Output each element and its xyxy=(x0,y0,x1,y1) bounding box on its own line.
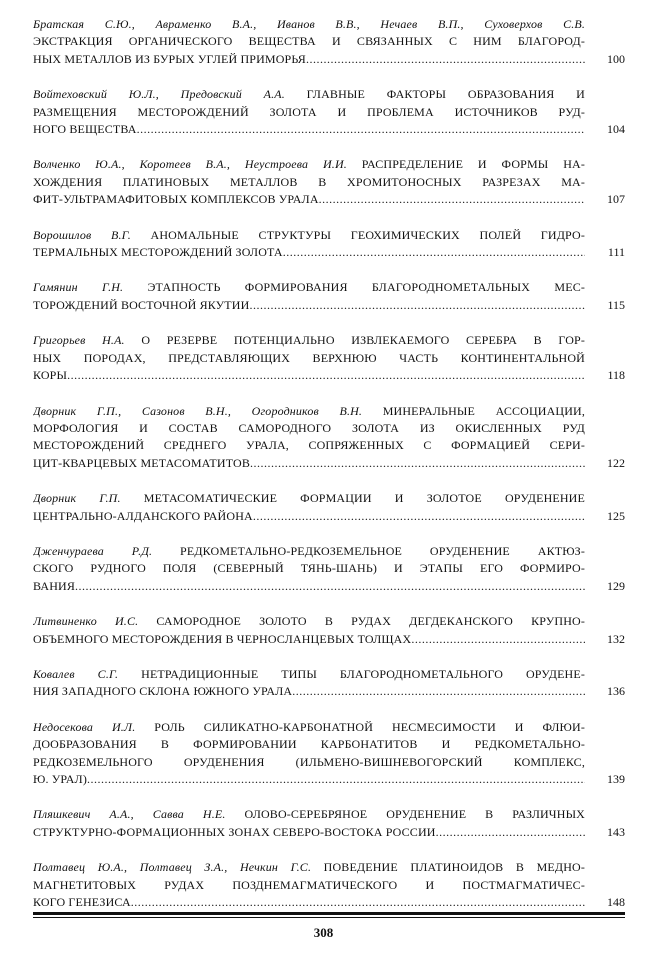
toc-line xyxy=(33,877,585,894)
toc-entry-text xyxy=(33,86,585,138)
entry-title: СКОГО РУДНОГО ПОЛЯ (СЕВЕРНЫЙ ТЯНЬ-ШАНЬ) И ЭТАПЫ ЕГО ФОРМИРО- xyxy=(33,561,585,576)
toc-line xyxy=(33,437,585,454)
entry-authors: Пляшкевич А.А., Савва Н.Е. xyxy=(33,807,226,822)
toc-line xyxy=(33,736,585,753)
toc-line xyxy=(33,859,585,876)
entry-page-number: 136 xyxy=(607,684,625,699)
dot-leader xyxy=(253,508,585,525)
toc-line xyxy=(33,613,585,630)
toc-entry-text xyxy=(33,543,585,595)
entry-title: КОГО ГЕНЕЗИСА xyxy=(33,895,131,910)
entry-page-number: 104 xyxy=(607,122,625,137)
entry-title: О РЕЗЕРВЕ ПОТЕНЦИАЛЬНО ИЗВЛЕКАЕМОГО СЕРЕБРА В ГОР- xyxy=(141,333,585,348)
entry-title: РОЛЬ СИЛИКАТНО-КАРБОНАТНОЙ НЕСМЕСИМОСТИ И ФЛЮИ- xyxy=(154,719,585,734)
entry-title: САМОРОДНОЕ ЗОЛОТО В РУДАХ ДЕГДЕКАНСКОГО КРУПНО- xyxy=(156,614,585,629)
entry-authors: Дженчураева Р.Д. xyxy=(33,543,153,558)
toc-entry-text xyxy=(33,403,585,473)
toc-line xyxy=(33,455,585,472)
entry-title: АНОМАЛЬНЫЕ СТРУКТУРЫ ГЕОХИМИЧЕСКИХ ПОЛЕЙ ГИДРО- xyxy=(150,227,585,242)
dot-leader xyxy=(87,771,585,788)
toc-line xyxy=(33,174,585,191)
entry-title: РАСПРЕДЕЛЕНИЕ И ФОРМЫ НА- xyxy=(361,157,585,172)
entry-authors: Григорьев Н.А. xyxy=(33,333,125,348)
toc-line xyxy=(33,156,585,173)
toc-line xyxy=(33,631,585,648)
toc-entry-text xyxy=(33,859,585,911)
dot-leader xyxy=(319,191,585,208)
toc-entry xyxy=(33,859,625,911)
toc-line xyxy=(33,104,585,121)
entry-title: МОРФОЛОГИЯ И СОСТАВ САМОРОДНОГО ЗОЛОТА ИЗ ОКИСЛЕННЫХ РУД xyxy=(33,420,585,435)
toc-line xyxy=(33,824,585,841)
dot-leader xyxy=(292,683,585,700)
entry-page-number: 125 xyxy=(607,508,625,523)
entry-title: ДООБРАЗОВАНИЯ В ФОРМИРОВАНИИ КАРБОНАТИТОВ И РЕДКОМЕТАЛЬНО- xyxy=(33,737,585,752)
entry-title: МИНЕРАЛЬНЫЕ АССОЦИАЦИИ, xyxy=(382,403,585,418)
entry-page-number: 111 xyxy=(607,245,625,260)
entry-authors: Полтавец Ю.А., Полтавец З.А., Нечкин Г.С. xyxy=(33,860,312,875)
toc-line xyxy=(33,666,585,683)
toc-entry-text xyxy=(33,806,585,841)
toc-entry xyxy=(33,806,625,841)
toc-line xyxy=(33,894,585,911)
toc-entry-text xyxy=(33,332,585,384)
dot-leader xyxy=(131,894,585,911)
dot-leader xyxy=(306,51,585,68)
toc-entry xyxy=(33,666,625,701)
toc-entry xyxy=(33,86,625,138)
toc-line xyxy=(33,683,585,700)
entry-authors: Войтеховский Ю.Л., Предовский А.А. xyxy=(33,87,285,102)
footer-rule-thick xyxy=(33,912,625,915)
entry-page-number: 148 xyxy=(607,895,625,910)
toc-line xyxy=(33,332,585,349)
dot-leader xyxy=(250,455,585,472)
entry-title: РЕДКОЗЕМЕЛЬНОГО ОРУДЕНЕНИЯ (ИЛЬМЕНО-ВИШНЕВОГОРСКИЙ КОМПЛЕКС, xyxy=(33,754,585,769)
entry-page-number: 100 xyxy=(607,51,625,66)
entry-authors: Братская С.Ю., Авраменко В.А., Иванов В.В., Нечаев В.П., Суховерхов С.В. xyxy=(33,17,585,31)
toc-line xyxy=(33,543,585,560)
entry-title: НИЯ ЗАПАДНОГО СКЛОНА ЮЖНОГО УРАЛА xyxy=(33,684,293,699)
dot-leader xyxy=(411,631,585,648)
dot-leader xyxy=(436,824,585,841)
entry-title: ЦЕНТРАЛЬНО-АЛДАНСКОГО РАЙОНА xyxy=(33,508,253,523)
entry-title: ТЕРМАЛЬНЫХ МЕСТОРОЖДЕНИЙ ЗОЛОТА xyxy=(33,245,283,260)
toc-line xyxy=(33,51,585,68)
entry-page-number: 129 xyxy=(607,578,625,593)
entry-authors: Волченко Ю.А., Коротеев В.А., Неустроева И.И. xyxy=(33,157,347,172)
toc-line xyxy=(33,279,585,296)
toc-entry xyxy=(33,332,625,384)
entry-title: МАГНЕТИТОВЫХ РУДАХ ПОЗДНЕМАГМАТИЧЕСКОГО И ПОСТМАГМАТИЧЕС- xyxy=(33,877,585,892)
entry-page-number: 139 xyxy=(607,772,625,786)
entry-title: ТОРОЖДЕНИЙ ВОСТОЧНОЙ ЯКУТИИ xyxy=(33,297,250,312)
toc-line xyxy=(33,350,585,367)
toc-entry-text xyxy=(33,490,585,525)
toc-entry xyxy=(33,16,625,68)
entry-authors: Гамянин Г.Н. xyxy=(33,280,124,295)
entry-title: ЭТАПНОСТЬ ФОРМИРОВАНИЯ БЛАГОРОДНОМЕТАЛЬНЫХ МЕС- xyxy=(147,280,585,295)
entry-authors: Дворник Г.П., Сазонов В.Н., Огородников В.Н. xyxy=(33,403,363,418)
page-number: 308 xyxy=(313,925,334,940)
entry-title: СТРУКТУРНО-ФОРМАЦИОННЫХ ЗОНАХ СЕВЕРО-ВОСТОКА РОССИИ xyxy=(33,824,436,839)
toc-entry-text xyxy=(33,227,585,262)
entry-title: ОЛОВО-СЕРЕБРЯНОЕ ОРУДЕНЕНИЕ В РАЗЛИЧНЫХ xyxy=(244,807,585,822)
entry-title: КОРЫ xyxy=(33,368,68,383)
entry-authors: Ковалев С.Г. xyxy=(33,666,119,681)
toc-entry xyxy=(33,279,625,314)
entry-title: РАЗМЕЩЕНИЯ МЕСТОРОЖДЕНИЙ ЗОЛОТА И ПРОБЛЕМА ИСТОЧНИКОВ РУД- xyxy=(33,104,585,119)
toc-line xyxy=(33,771,585,788)
toc-line xyxy=(33,297,585,314)
entry-title: ЭКСТРАКЦИЯ ОРГАНИЧЕСКОГО ВЕЩЕСТВА И СВЯЗАННЫХ С НИМ БЛАГОРОД- xyxy=(33,34,585,49)
dot-leader xyxy=(137,121,585,138)
entry-title: МЕСТОРОЖДЕНИЙ СРЕДНЕГО УРАЛА, СОПРЯЖЕННЫХ С ФОРМАЦИЕЙ СЕРИ- xyxy=(33,438,585,453)
toc-entry xyxy=(33,543,625,595)
toc-line xyxy=(33,227,585,244)
toc-line xyxy=(33,16,585,33)
entry-title: ВАНИЯ xyxy=(33,578,75,593)
entry-title: ОБЪЕМНОГО МЕСТОРОЖДЕНИЯ В ЧЕРНОСЛАНЦЕВЫХ ТОЛЩАХ xyxy=(33,631,412,646)
toc-line xyxy=(33,121,585,138)
entry-authors: Литвиненко И.С. xyxy=(33,614,139,629)
entry-authors: Ворошилов В.Г. xyxy=(33,227,131,242)
entry-page-number: 122 xyxy=(607,455,625,470)
toc-line xyxy=(33,490,585,507)
entry-page-number: 115 xyxy=(607,297,625,312)
toc-line xyxy=(33,86,585,103)
entry-page-number: 118 xyxy=(607,368,625,383)
toc-line xyxy=(33,244,585,261)
toc-line xyxy=(33,578,585,595)
dot-leader xyxy=(249,297,585,314)
toc-entry-text xyxy=(33,156,585,208)
toc-entry xyxy=(33,719,625,789)
entry-title: ФИТ-УЛЬТРАМАФИТОВЫХ КОМПЛЕКСОВ УРАЛА xyxy=(33,192,319,207)
toc-line xyxy=(33,403,585,420)
toc-line xyxy=(33,33,585,50)
table-of-contents xyxy=(33,16,625,929)
dot-leader xyxy=(67,367,585,384)
entry-title: Ю. УРАЛ) xyxy=(33,772,87,786)
toc-line xyxy=(33,420,585,437)
toc-entry-text xyxy=(33,16,585,68)
toc-entry-text xyxy=(33,613,585,648)
dot-leader xyxy=(283,244,585,261)
entry-title: ГЛАВНЫЕ ФАКТОРЫ ОБРАЗОВАНИЯ И xyxy=(306,87,585,102)
entry-title: НОГО ВЕЩЕСТВА xyxy=(33,122,137,137)
toc-entry xyxy=(33,156,625,208)
toc-line xyxy=(33,754,585,771)
toc-line xyxy=(33,806,585,823)
entry-title: НЫХ МЕТАЛЛОВ ИЗ БУРЫХ УГЛЕЙ ПРИМОРЬЯ xyxy=(33,51,306,66)
entry-title: НЫХ ПОРОДАХ, ПРЕДСТАВЛЯЮЩИХ ВЕРХНЮЮ ЧАСТЬ КОНТИНЕНТАЛЬНОЙ xyxy=(33,350,585,365)
toc-line xyxy=(33,719,585,736)
entry-title: НЕТРАДИЦИОННЫЕ ТИПЫ БЛАГОРОДНОМЕТАЛЬНОГО ОРУДЕНЕ- xyxy=(141,666,585,681)
toc-line xyxy=(33,560,585,577)
entry-title: ЦИТ-КВАРЦЕВЫХ МЕТАСОМАТИТОВ xyxy=(33,455,251,470)
toc-entry-text xyxy=(33,666,585,701)
entry-title: РЕДКОМЕТАЛЬНО-РЕДКОЗЕМЕЛЬНОЕ ОРУДЕНЕНИЕ АКТЮЗ- xyxy=(180,543,585,558)
toc-entry-text xyxy=(33,719,585,789)
entry-page-number: 107 xyxy=(607,192,625,207)
entry-page-number: 132 xyxy=(607,631,625,646)
toc-entry-text xyxy=(33,279,585,314)
footer-rule xyxy=(33,912,625,918)
toc-line xyxy=(33,191,585,208)
entry-page-number: 143 xyxy=(607,824,625,839)
toc-line xyxy=(33,367,585,384)
entry-title: ХОЖДЕНИЯ ПЛАТИНОВЫХ МЕТАЛЛОВ В ХРОМИТОНОСНЫХ РАЗРЕЗАХ МА- xyxy=(33,174,585,189)
footer-rule-thin xyxy=(33,917,625,918)
entry-authors: Недосекова И.Л. xyxy=(33,719,136,734)
dot-leader xyxy=(75,578,585,595)
toc-entry xyxy=(33,227,625,262)
toc-entry xyxy=(33,490,625,525)
entry-title: ПОВЕДЕНИЕ ПЛАТИНОИДОВ В МЕДНО- xyxy=(323,860,585,875)
toc-entry xyxy=(33,613,625,648)
toc-entry xyxy=(33,403,625,473)
entry-authors: Дворник Г.П. xyxy=(33,491,121,506)
toc-line xyxy=(33,508,585,525)
entry-title: МЕТАСОМАТИЧЕСКИЕ ФОРМАЦИИ И ЗОЛОТОЕ ОРУДЕНЕНИЕ xyxy=(143,491,585,506)
